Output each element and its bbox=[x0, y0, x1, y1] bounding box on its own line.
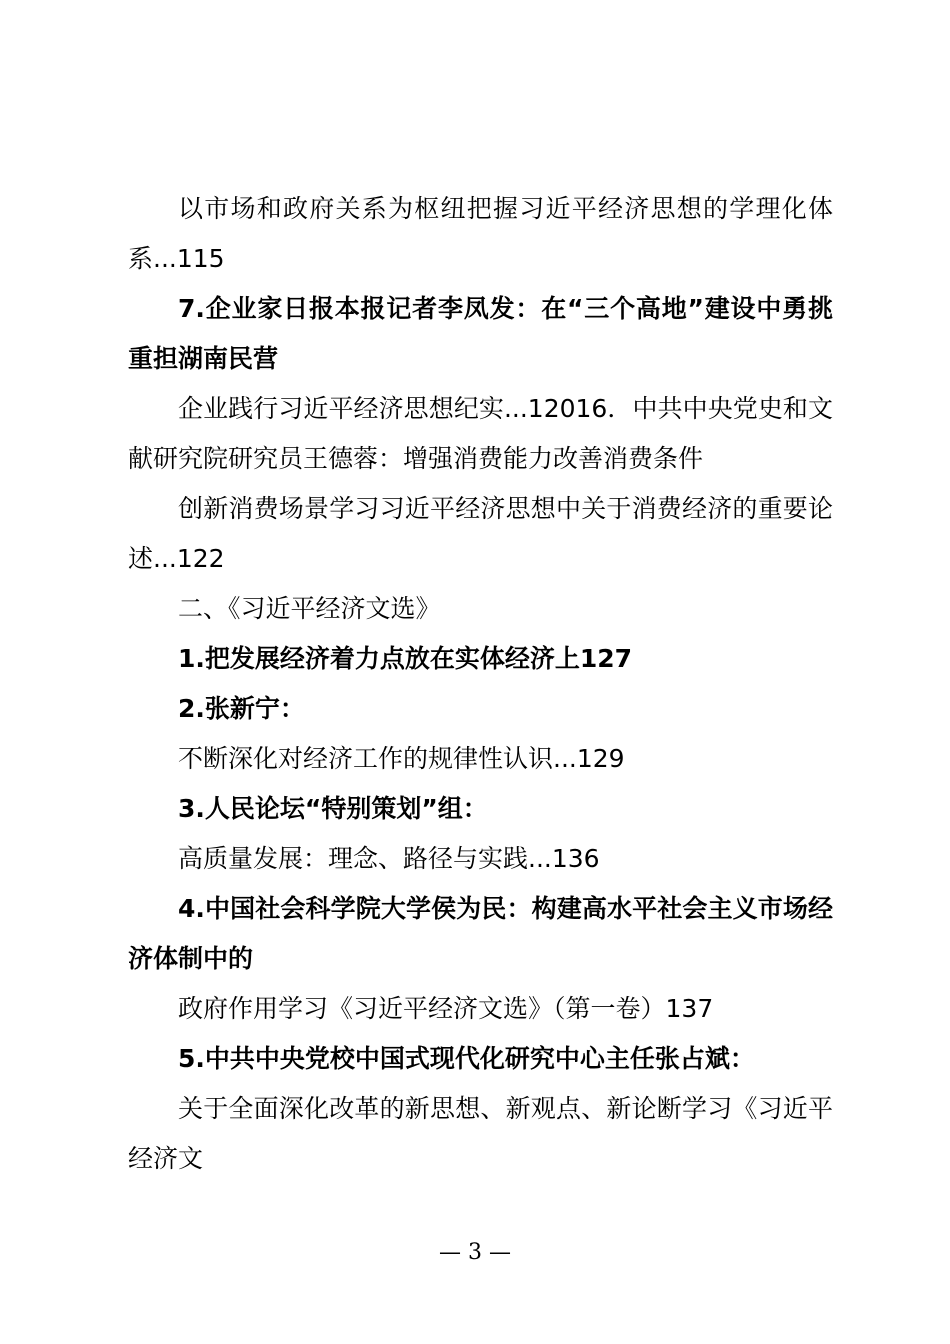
page-number: — 3 — bbox=[439, 1240, 511, 1265]
toc-entry-text: 政府作用学习《习近平经济文选》（第一卷）137 bbox=[178, 994, 714, 1023]
toc-entry-text: 企业践行习近平经济思想纪实...12016．中共中央党史和文献研究院研究员王德蓉：增强消费能力改善消费条件 bbox=[128, 394, 833, 473]
toc-entry-text: 以市场和政府关系为枢纽把握习近平经济思想的学理化体系...115 bbox=[128, 194, 833, 273]
toc-content bbox=[128, 184, 833, 1184]
toc-entry-text: 关于全面深化改革的新思想、新观点、新论断学习《习近平经济文 bbox=[128, 1094, 833, 1173]
toc-entry-text: 创新消费场景学习习近平经济思想中关于消费经济的重要论述...122 bbox=[128, 494, 833, 573]
toc-entry-text: 不断深化对经济工作的规律性认识...129 bbox=[178, 744, 625, 773]
toc-entry-heading: 1.把发展经济着力点放在实体经济上127 bbox=[178, 644, 633, 673]
toc-entry-heading: 4.中国社会科学院大学侯为民：构建高水平社会主义市场经济体制中的 bbox=[128, 894, 833, 973]
toc-entry-text: 高质量发展：理念、路径与实践...136 bbox=[178, 844, 600, 873]
toc-entry-heading: 5.中共中央党校中国式现代化研究中心主任张占斌： bbox=[178, 1044, 755, 1073]
section-heading: 二、《习近平经济文选》 bbox=[178, 594, 441, 623]
toc-entry-heading: 7.企业家日报本报记者李凤发：在“三个高地”建设中勇挑重担湖南民营 bbox=[128, 294, 833, 373]
toc-entry-heading: 2.张新宁： bbox=[178, 694, 305, 723]
toc-entry-heading: 3.人民论坛“特别策划”组： bbox=[178, 794, 488, 823]
